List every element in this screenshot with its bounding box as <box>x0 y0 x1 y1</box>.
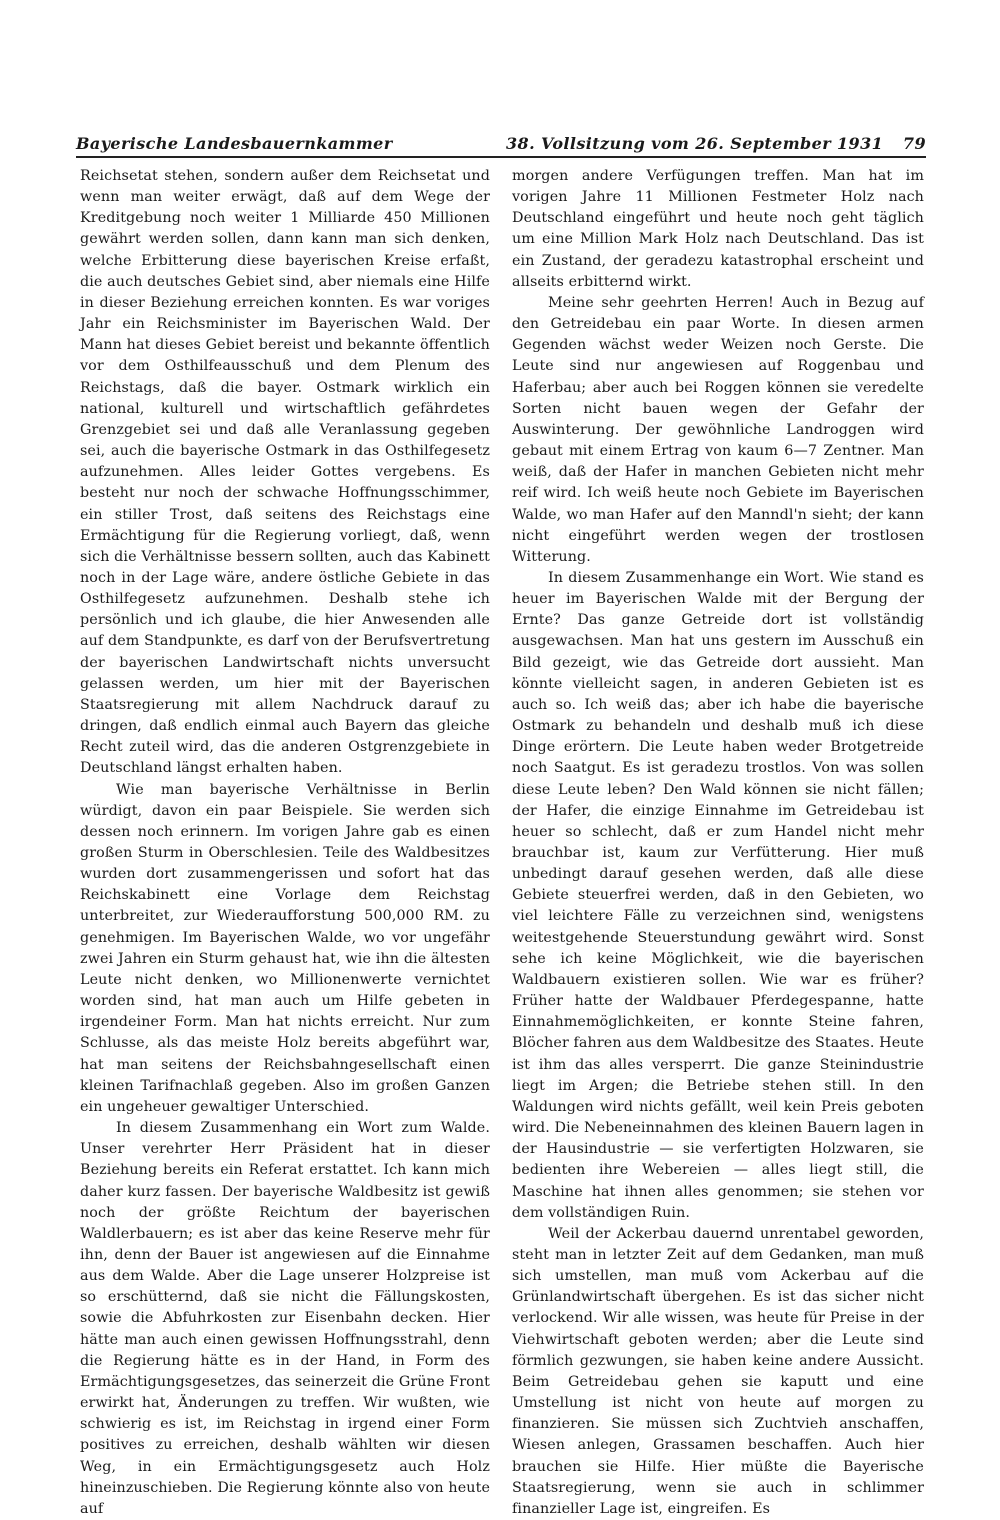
right-paragraph-3: In diesem Zusammenhange ein Wort. Wie stand es heuer im Bayerischen Walde mit der Bergung der Ernte? Das ganze Getreide dort ist vollständig ausgewachsen. Man hat uns gestern im Ausschuß ein Bild gezeigt, wie das Getreide dort aussieht. Man könnte vielleicht sagen, in anderen Gebieten ist es auch so. Ich weiß das; aber ich habe die bayerische Ostmark zu behandeln und deshalb muß ich diese Dinge erörtern. Die Leute haben weder Brotgetreide noch Saatgut. Es ist geradezu trostlos. Von was sollen diese Leute leben? Den Wald können sie nicht fällen; der Hafer, die einzige Einnahme im Getreidebau ist heuer so schlecht, daß er zum Handel nicht mehr brauchbar ist, kaum zur Verfütterung. Hier muß unbedingt darauf gesehen werden, daß alle diese Gebiete steuerfrei werden, daß in den Gebieten, wo viel leichtere Fälle zu verzeichnen sind, wenigstens weitestgehende Steuerstundung gewährt wird. Sonst sehe ich keine Möglichkeit, wie die bayerischen Waldbauern existieren sollen. Wie war es früher? Früher hatte der Waldbauer Pferdegespanne, hatte Einnahmemöglichkeiten, er konnte Steine fahren, Blöcher fahren aus dem Waldbesitze des Staates. Heute ist ihm das alles versperrt. Die ganze Steinindustrie liegt im Argen; die Betriebe stehen still. In den Waldungen wird nichts gefällt, weil kein Preis geboten wird. Die Nebeneinnahmen des kleinen Bauern lagen in der Hausindustrie — sie verfertigten Holzwaren, sie bedienten ihre Webereien — alles liegt still, die Maschine hat ihnen alles genommen; sie stehen vor dem vollständigen Ruin. <box>512 569 924 1221</box>
left-column <box>80 166 490 1520</box>
header-session: 38. Vollsitzung vom 26. September 1931 <box>506 134 884 153</box>
left-paragraph-1: Reichsetat stehen, sondern außer dem Reichsetat und wenn man weiter erwägt, daß auf dem Wege der Kreditgebung noch weiter 1 Milliarde 450 Millionen gewährt werden sollen, dann kann man sich denken, welche Erbitterung diese bayerischen Kreise erfaßt, die auch deutsches Gebiet sind, aber niemals eine Hilfe in dieser Beziehung erreichen konnten. Es war voriges Jahr ein Reichsminister im Bayerischen Wald. Der Mann hat dieses Gebiet bereist und bekannte öffentlich vor dem Osthilfeausschuß und dem Plenum des Reichstags, daß die bayer. Ostmark wirklich ein national, kulturell und wirtschaftlich gefährdetes Grenzgebiet sei und daß alle Veranlassung gegeben sei, auch die bayerische Ostmark in das Osthilfegesetz aufzunehmen. Alles leider Gottes vergebens. Es besteht nur noch der schwache Hoffnungsschimmer, ein stiller Trost, daß seitens des Reichstags eine Ermächtigung für die Regierung vorliegt, daß, wenn sich die Verhältnisse bessern sollten, auch das Kabinett noch in der Lage wäre, andere östliche Gebiete in das Osthilfegesetz aufzunehmen. Deshalb stehe ich persönlich und ich glaube, die hier Anwesenden alle auf dem Standpunkte, es darf von der Berufsvertretung der bayerischen Landwirtschaft nichts unversucht gelassen werden, um hier mit der Bayerischen Staatsregierung mit allem Nachdruck darauf zu dringen, daß endlich einmal auch Bayern das gleiche Recht zuteil wird, das die anderen Ostgrenzgebiete in Deutschland längst erhalten haben. <box>80 168 491 777</box>
header-rule <box>76 156 926 158</box>
page-number: 79 <box>902 134 926 153</box>
right-column <box>512 166 924 1520</box>
left-paragraph-2: Wie man bayerische Verhältnisse in Berlin würdigt, davon ein paar Beispiele. Sie werden sich dessen noch erinnern. Im vorigen Jahre gab es einen großen Sturm in Oberschlesien. Teile des Waldbesitzes wurden dort zusammengerissen und sofort hat das Reichskabinett eine Vorlage dem Reichstag unterbreitet, zur Wiederaufforstung 500,000 RM. zu genehmigen. Im Bayerischen Walde, wo vor ungefähr zwei Jahren ein Sturm gehaust hat, wie ihn die ältesten Leute nicht denken, wo Millionenwerte vernichtet worden sind, hat man auch um Hilfe gebeten in irgendeiner Form. Man hat nichts erreicht. Nur zum Schlusse, als das meiste Holz bereits abgeführt war, hat man seitens der Reichsbahngesellschaft einen kleinen Tarifnachlaß gegeben. Also im großen Ganzen ein ungeheuer gewaltiger Unterschied. <box>80 781 490 1115</box>
right-paragraph-2: Meine sehr geehrten Herren! Auch in Bezug auf den Getreidebau ein paar Worte. In diesen armen Gegenden wächst weder Weizen noch Gerste. Die Leute sind nur angewiesen auf Roggenbau und Haferbau; aber auch bei Roggen können sie veredelte Sorten nicht bauen wegen der Gefahr der Auswinterung. Der gewöhnliche Landroggen wird gebaut mit einem Ertrag von kaum 6—7 Zentner. Man weiß, daß der Hafer in manchen Gebieten nicht mehr reif wird. Ich weiß heute noch Gebiete im Bayerischen Walde, wo man Hafer auf den Manndl'n sieht; der kann nicht eingeführt werden wegen der trostlosen Witterung. <box>512 294 924 565</box>
right-paragraph-1: morgen andere Verfügungen treffen. Man hat im vorigen Jahre 11 Millionen Festmeter Holz nach Deutschland eingeführt und heute noch geht täglich um eine Million Mark Holz nach Deutschland. Das ist ein Zustand, der geradezu katastrophal erscheint und allseits erbitternd wirkt. <box>512 168 924 290</box>
header-institution: Bayerische Landesbauernkammer <box>76 134 393 153</box>
left-paragraph-3: In diesem Zusammenhang ein Wort zum Walde. Unser verehrter Herr Präsident hat in dieser Beziehung bereits ein Referat erstattet. Ich kann mich daher kurz fassen. Der bayerische Waldbesitz ist gewiß noch der größte Reichtum der bayerischen Waldlerbauern; es ist aber das keine Reserve mehr für ihn, denn der Bauer ist angewiesen auf die Einnahme aus dem Walde. Aber die Lage unserer Holzpreise ist so erschütternd, daß sie nicht die Fällungskosten, sowie die Abfuhrkosten zur Eisenbahn decken. Hier hätte man auch einen gewissen Hoffnungsstrahl, denn die Regierung hätte es in der Hand, in Form des Ermächtigungsgesetzes, das seinerzeit die Grüne Front erwirkt hat, Änderungen zu treffen. Wir wußten, wie schwierig es ist, im Reichstag in irgend einer Form positives zu erreichen, deshalb wählten wir diesen Weg, in ein Ermächtigungsgesetz auch Holz hineinzuschieben. Die Regierung könnte also von heute auf <box>80 1120 490 1517</box>
right-paragraph-4: Weil der Ackerbau dauernd unrentabel geworden, steht man in letzter Zeit auf dem Gedanken, man muß sich umstellen, man muß vom Ackerbau auf die Grünlandwirtschaft übergehen. Es ist das sicher nicht verlockend. Wir alle wissen, was heute für Preise in der Viehwirtschaft geboten werden; aber die Leute sind förmlich gezwungen, sie haben keine andere Aussicht. Beim Getreidebau gehen sie kaputt und eine Umstellung ist nicht von heute auf morgen zu finanzieren. Sie müssen sich Zuchtvieh anschaffen, Wiesen anlegen, Grassamen beschaffen. Auch hier brauchen sie Hilfe. Hier müßte die Bayerische Staatsregierung, wenn sie auch in schlimmer finanzieller Lage ist, eingreifen. Es <box>512 1225 924 1517</box>
